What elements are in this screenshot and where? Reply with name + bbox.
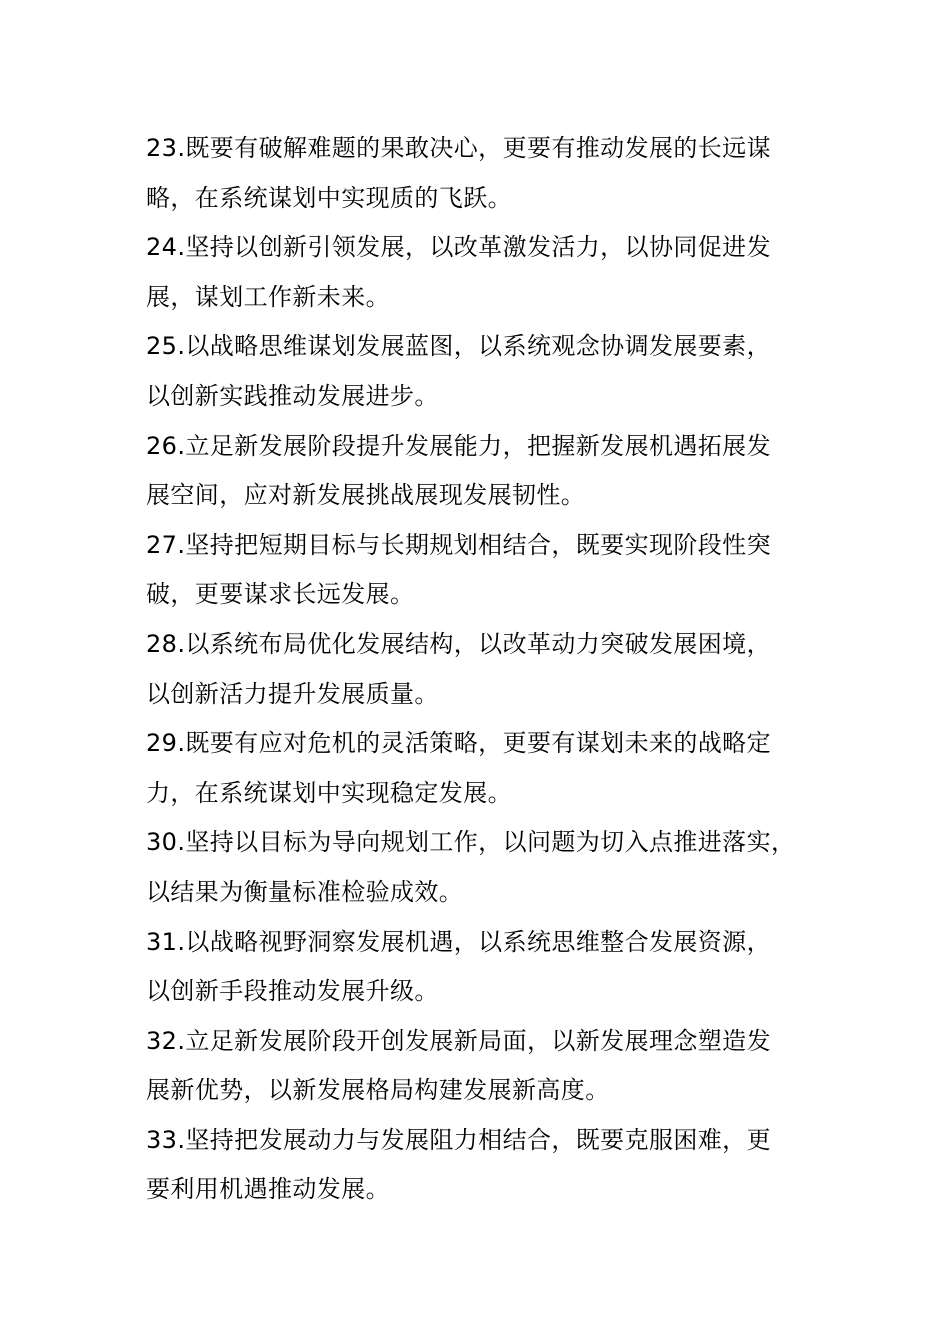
document-body	[146, 124, 836, 1215]
list-item-line: 23.既要有破解难题的果敢决心，更要有推动发展的长远谋	[146, 134, 771, 162]
list-item-line: 力，在系统谋划中实现稳定发展。	[146, 778, 512, 807]
list-item	[146, 521, 836, 620]
list-item-line: 以创新实践推动发展进步。	[146, 381, 439, 410]
list-item	[146, 322, 836, 421]
list-item-line: 以结果为衡量标准检验成效。	[146, 877, 464, 906]
list-item-line: 展新优势，以新发展格局构建发展新高度。	[146, 1076, 610, 1105]
list-item-line: 略，在系统谋划中实现质的飞跃。	[146, 183, 512, 212]
list-item	[146, 124, 836, 223]
list-item-line: 30.坚持以目标为导向规划工作，以问题为切入点推进落实，	[146, 828, 796, 857]
list-item	[146, 1116, 836, 1215]
list-item-line: 展，谋划工作新未来。	[146, 282, 390, 311]
list-item-line: 25.以战略思维谋划发展蓝图，以系统观念协调发展要素，	[146, 332, 771, 361]
list-item-line: 以创新活力提升发展质量。	[146, 679, 439, 708]
list-item-line: 32.立足新发展阶段开创发展新局面，以新发展理念塑造发	[146, 1026, 771, 1055]
list-item-line: 29.既要有应对危机的灵活策略，更要有谋划未来的战略定	[146, 729, 771, 758]
list-item-line: 展空间，应对新发展挑战展现发展韧性。	[146, 481, 586, 510]
list-item-line: 以创新手段推动发展升级。	[146, 977, 439, 1006]
list-item	[146, 1017, 836, 1116]
list-item	[146, 719, 836, 818]
list-item	[146, 818, 836, 917]
list-item-line: 破，更要谋求长远发展。	[146, 580, 415, 609]
list-item	[146, 918, 836, 1017]
list-item-line: 28.以系统布局优化发展结构，以改革动力突破发展困境，	[146, 629, 771, 658]
list-item-line: 要利用机遇推动发展。	[146, 1175, 390, 1204]
list-item	[146, 422, 836, 521]
list-item-line: 27.坚持把短期目标与长期规划相结合，既要实现阶段性突	[146, 530, 771, 559]
list-item-line: 24.坚持以创新引领发展，以改革激发活力，以协同促进发	[146, 233, 771, 262]
list-item-line: 31.以战略视野洞察发展机遇，以系统思维整合发展资源，	[146, 927, 771, 956]
list-item	[146, 620, 836, 719]
list-item-line: 26.立足新发展阶段提升发展能力，把握新发展机遇拓展发	[146, 431, 771, 460]
list-item	[146, 223, 836, 322]
list-item-line: 33.坚持把发展动力与发展阻力相结合，既要克服困难，更	[146, 1125, 771, 1154]
